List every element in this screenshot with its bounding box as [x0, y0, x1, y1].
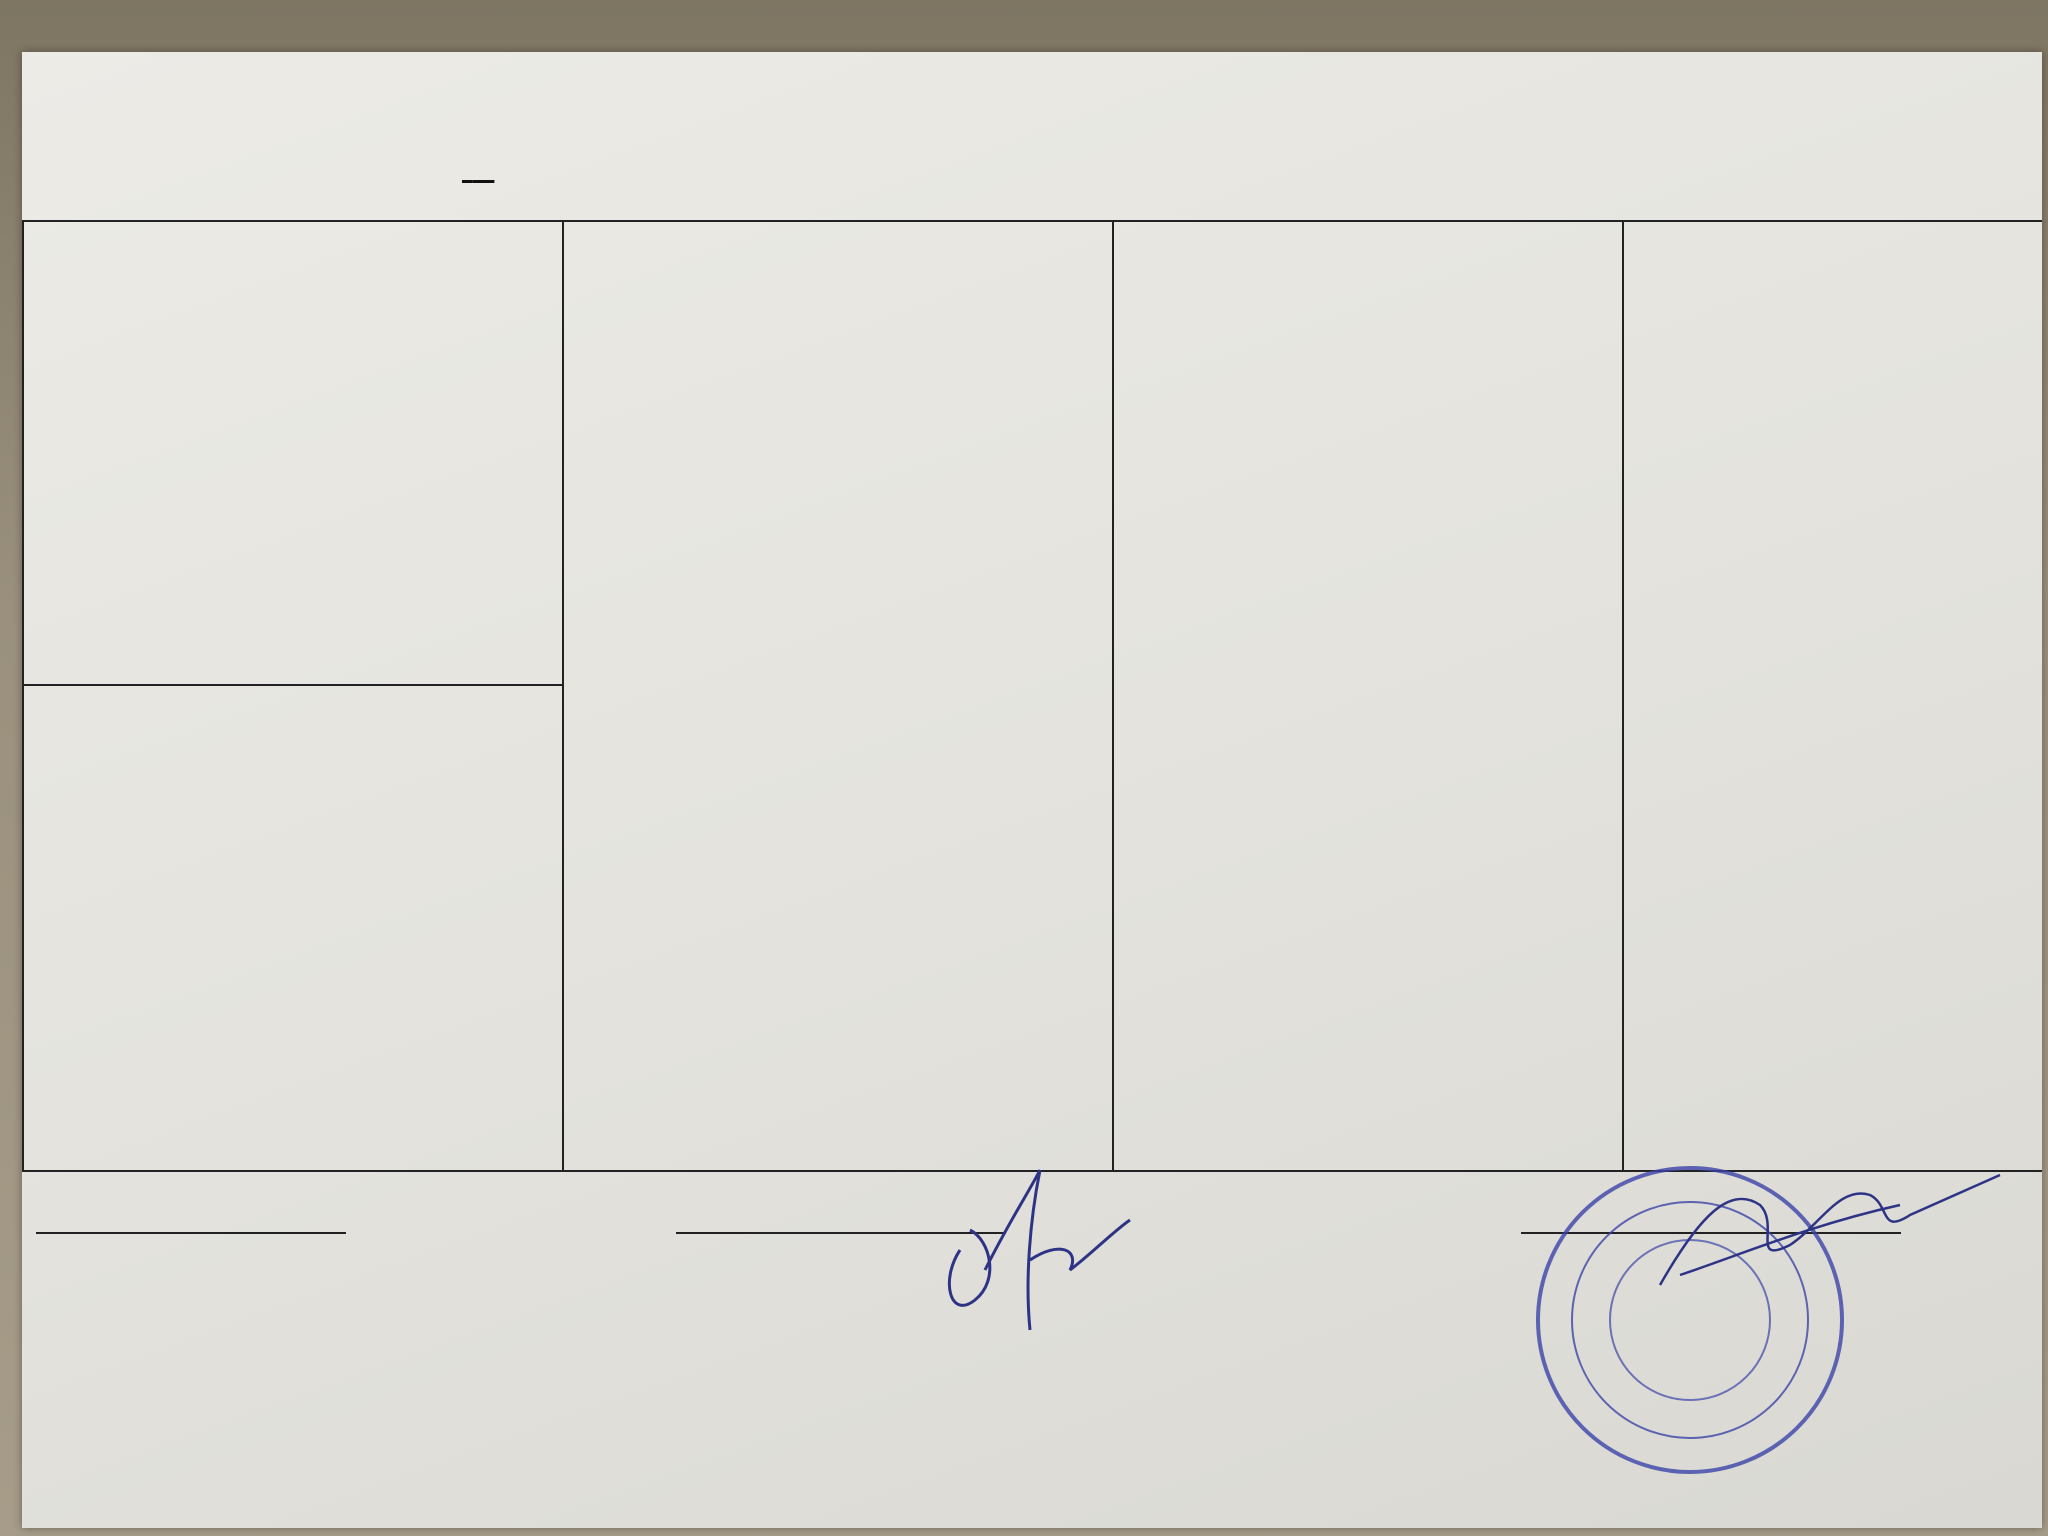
great-great-grandparents-column	[1624, 222, 2044, 1170]
pedigree-table	[22, 220, 2042, 1172]
grandparents-column	[564, 222, 1114, 1170]
breeder-signature-field	[30, 1205, 346, 1234]
breeder-signature-line	[36, 1208, 346, 1234]
cynologist-signature	[1640, 1155, 2020, 1315]
mother-cell	[24, 686, 562, 1172]
breed-line	[462, 150, 538, 186]
parents-column	[24, 222, 564, 1170]
breeding-sector-signature	[930, 1160, 1150, 1340]
great-grandparents-column	[1114, 222, 1624, 1170]
father-cell	[24, 222, 562, 686]
breed-value	[462, 150, 494, 186]
